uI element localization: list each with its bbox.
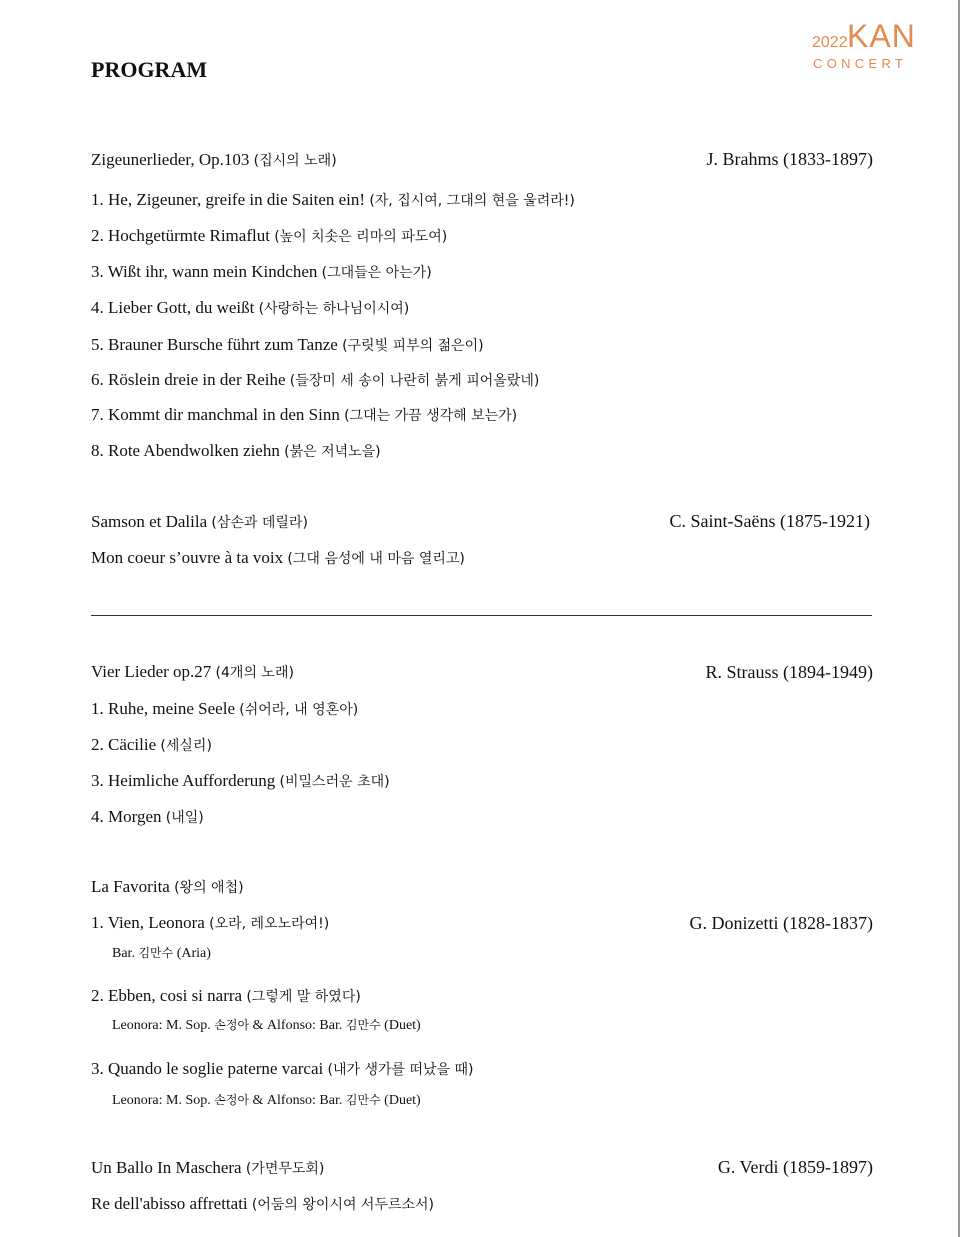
composer-name: C. Saint-Saëns (1875-1921) <box>669 511 870 531</box>
list-item: 8. Rote Abendwolken ziehn (붉은 저녁노을) <box>91 441 381 460</box>
composer-name: J. Brahms (1833-1897) <box>706 149 873 169</box>
section-title: Un Ballo In Maschera (가면무도회) <box>91 1158 325 1177</box>
list-item: 2. Ebben, cosi si narra (그렇게 말 하였다) <box>91 986 361 1005</box>
section-title: Samson et Dalila (삼손과 데릴라) <box>91 512 308 531</box>
section-divider <box>91 615 872 616</box>
list-item: 7. Kommt dir manchmal in den Sinn (그대는 가끔 생각해 보는가) <box>91 405 518 424</box>
list-item: 3. Heimliche Aufforderung (비밀스러운 초대) <box>91 771 390 790</box>
logo-tagline: CONCERT <box>813 56 908 71</box>
list-item: 3. Quando le soglie paterne varcai (내가 생가를 떠났을 때) <box>91 1059 474 1078</box>
list-item: Mon coeur s’ouvre à ta voix (그대 음성에 내 마음 열리고) <box>91 548 465 567</box>
list-item: 4. Morgen (내일) <box>91 807 204 826</box>
list-item: 4. Lieber Gott, du weißt (사랑하는 하나님이시여) <box>91 298 410 317</box>
list-item: 1. Vien, Leonora (오라, 레오노라여!) <box>91 913 330 932</box>
composer-name: G. Verdi (1859-1897) <box>717 1157 873 1177</box>
composer-name: G. Donizetti (1828-1837) <box>689 913 873 933</box>
composer-name: R. Strauss (1894-1949) <box>705 662 873 682</box>
section-title: Zigeunerlieder, Op.103 (집시의 노래) <box>91 150 337 169</box>
list-item: 3. Wißt ihr, wann mein Kindchen (그대들은 아는가) <box>91 262 432 281</box>
list-item: 5. Brauner Bursche führt zum Tanze (구릿빛 피부의 젊은이) <box>91 335 484 354</box>
page-title: PROGRAM <box>91 57 208 82</box>
list-item: Re dell'abisso affrettati (어둠의 왕이시여 서두르소서) <box>91 1194 435 1213</box>
logo-year: 2022 <box>812 34 848 51</box>
list-item: 6. Röslein dreie in der Reihe (들장미 세 송이 나란히 붉게 피어올랐네) <box>91 370 540 389</box>
section-title: La Favorita (왕의 애첩) <box>91 877 244 896</box>
performer-line: Bar. 김만수 (Aria) <box>112 946 211 961</box>
section-title: Vier Lieder op.27 (4개의 노래) <box>91 662 294 681</box>
list-item: 2. Cäcilie (세실리) <box>91 735 212 754</box>
performer-line: Leonora: M. Sop. 손정아 & Alfonso: Bar. 김만수 (Duet) <box>112 1018 421 1033</box>
list-item: 1. Ruhe, meine Seele (쉬어라, 내 영혼아) <box>91 699 359 718</box>
list-item: 2. Hochgetürmte Rimaflut (높이 치솟은 리마의 파도여) <box>91 226 448 245</box>
list-item: 1. He, Zigeuner, greife in die Saiten ein! (자, 집시여, 그대의 현을 울려라!) <box>91 190 575 209</box>
logo-brand: KAN <box>847 18 916 54</box>
performer-line: Leonora: M. Sop. 손정아 & Alfonso: Bar. 김만수 (Duet) <box>112 1093 421 1108</box>
